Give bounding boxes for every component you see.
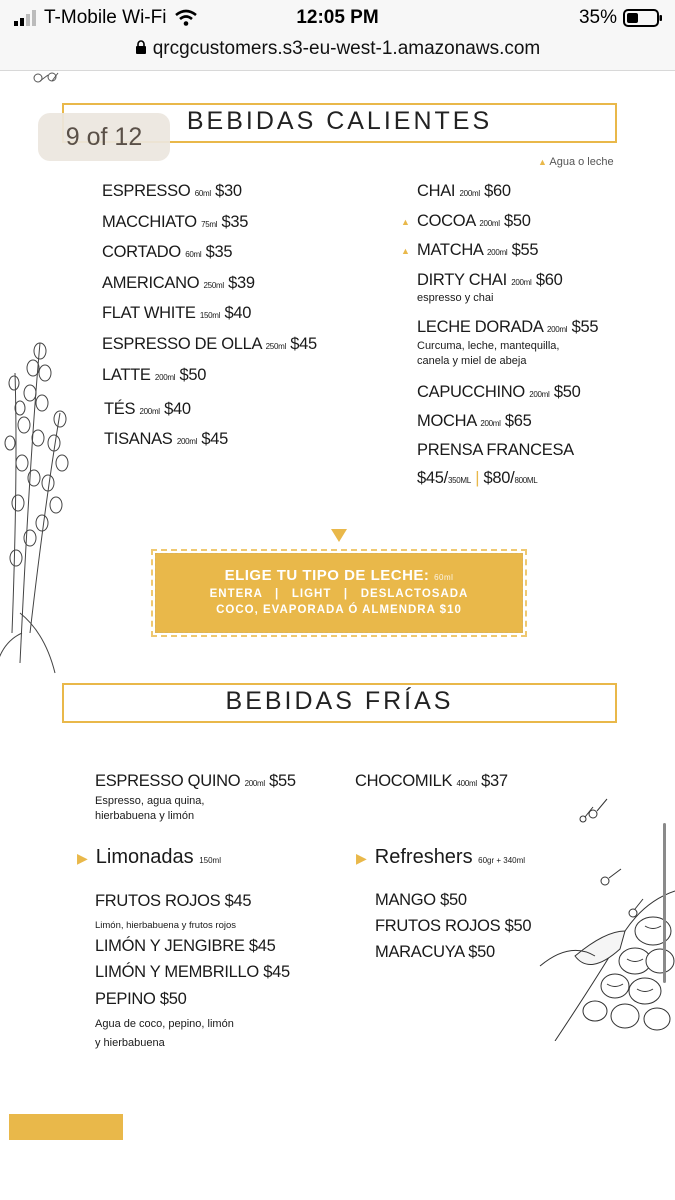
cold-drinks-title: BEBIDAS FRÍAS — [225, 687, 454, 715]
milk-extras: COCO, EVAPORADA Ó ALMENDRA $10 — [216, 604, 462, 616]
menu-item: LIMÓN Y JENGIBRE $45 — [95, 937, 276, 955]
menu-item: CORTADO 60ml $35 — [102, 243, 233, 261]
menu-item: FLAT WHITE 150ml $40 — [102, 304, 252, 322]
page-indicator: 9 of 12 — [38, 113, 170, 161]
clock: 12:05 PM — [296, 7, 379, 28]
triangle-icon: ▲ — [538, 157, 547, 167]
prensa-prices: $45/350ML | $80/800ML — [417, 469, 538, 487]
limonadas-heading: ▶ Limonadas 150ml — [77, 846, 221, 868]
menu-item: TÉS 200ml $40 — [104, 400, 191, 418]
item-description: Curcuma, leche, mantequilla, canela y miel de abeja — [417, 340, 560, 367]
sprig-decoration — [30, 71, 70, 91]
triangle-icon: ▲ — [401, 217, 410, 227]
item-description: espresso y chai — [417, 292, 494, 304]
triangle-icon: ▲ — [401, 246, 410, 256]
menu-item: ESPRESSO QUINO 200ml $55 — [95, 772, 296, 790]
menu-item: MACCHIATO 75ml $35 — [102, 213, 249, 231]
cold-drinks-header — [62, 683, 617, 723]
menu-item: CHAI 200ml $60 — [417, 182, 511, 200]
menu-item: PEPINO $50 — [95, 990, 187, 1008]
menu-item: MOCHA 200ml $65 — [417, 412, 532, 430]
status-bar — [0, 0, 675, 36]
menu-item: ESPRESSO DE OLLA 250ml $45 — [102, 335, 317, 353]
scrollbar[interactable] — [663, 823, 666, 983]
coffee-plant-illustration — [535, 781, 675, 1041]
menu-item: FRUTOS ROJOS $45 — [95, 892, 252, 910]
menu-item: PRENSA FRANCESA — [417, 441, 574, 459]
menu-item: CAPUCCHINO 200ml $50 — [417, 383, 581, 401]
menu-item: LECHE DORADA 200ml $55 — [417, 318, 599, 336]
milk-options-box — [155, 553, 523, 633]
milk-types: ENTERA | LIGHT | DESLACTOSADA — [209, 588, 469, 600]
item-description: Agua de coco, pepino, limón y hierbabuena — [95, 1018, 234, 1049]
battery-icon — [623, 8, 663, 28]
down-arrow-icon — [331, 529, 347, 542]
battery-indicator — [579, 7, 663, 29]
menu-item: COCOA 200ml $50 — [417, 212, 531, 230]
menu-item: LIMÓN Y MEMBRILLO $45 — [95, 963, 290, 981]
legend-note — [538, 156, 614, 168]
accent-bar — [9, 1114, 123, 1140]
menu-item: MATCHA 200ml $55 — [417, 241, 539, 259]
milk-title: ELIGE TU TIPO DE LECHE: 60ml — [224, 567, 454, 584]
menu-item: CHOCOMILK 400ml $37 — [355, 772, 508, 790]
triangle-right-icon: ▶ — [77, 850, 88, 866]
refreshers-heading: ▶ Refreshers 60gr + 340ml — [356, 846, 526, 868]
carrier-label: T-Mobile Wi-Fi — [44, 7, 167, 28]
url-text: qrcgcustomers.s3-eu-west-1.amazonaws.com — [152, 38, 541, 59]
menu-item: MANGO $50 — [375, 891, 467, 909]
menu-item: FRUTOS ROJOS $50 — [375, 917, 532, 935]
legend-label: Agua o leche — [549, 156, 614, 168]
menu-item: MARACUYA $50 — [375, 943, 495, 961]
item-description: Limón, hierbabuena y frutos rojos — [95, 920, 236, 931]
triangle-right-icon: ▶ — [356, 850, 367, 866]
menu-item: LATTE 200ml $50 — [102, 366, 207, 384]
lock-icon — [135, 40, 147, 55]
menu-item: ESPRESSO 60ml $30 — [102, 182, 242, 200]
hot-drinks-title: BEBIDAS CALIENTES — [186, 107, 493, 135]
menu-page — [0, 71, 675, 1200]
item-description: Espresso, agua quina, hierbabuena y limón — [95, 795, 205, 822]
menu-item: TISANAS 200ml $45 — [104, 430, 229, 448]
lavender-illustration — [0, 333, 75, 683]
battery-percent: 35% — [578, 7, 617, 28]
menu-item: DIRTY CHAI 200ml $60 — [417, 271, 563, 289]
address-bar[interactable] — [0, 36, 675, 71]
menu-item: AMERICANO 250ml $39 — [102, 274, 255, 292]
url-display[interactable] — [0, 38, 675, 60]
